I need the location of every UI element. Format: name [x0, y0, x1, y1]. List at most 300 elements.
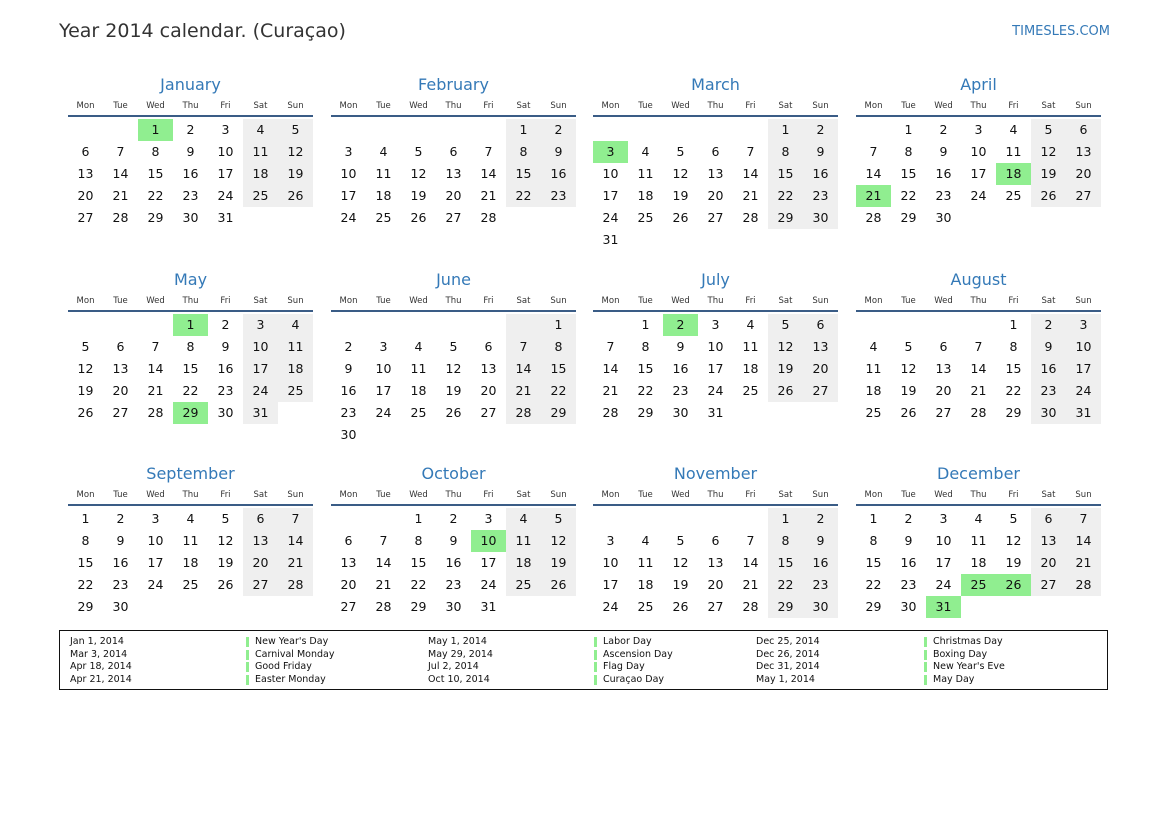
day-cell: 23 — [112, 577, 129, 592]
day-grid — [68, 508, 313, 640]
day-cell: 3 — [379, 339, 388, 354]
weekday-label: Sat — [1041, 101, 1056, 111]
day-cell: 7 — [869, 144, 878, 159]
weekday-label: Sun — [1075, 101, 1092, 111]
day-cell: 11 — [742, 339, 759, 354]
weekday-label: Mon — [601, 101, 620, 111]
day-cell: 19 — [278, 163, 313, 185]
weekday-label: Sat — [1041, 490, 1056, 500]
day-cell: 11 — [410, 361, 427, 376]
day-cell: 24 — [970, 188, 987, 203]
day-cell: 6 — [344, 533, 353, 548]
weekday-header — [331, 100, 576, 112]
day-cell: 9 — [676, 339, 685, 354]
day-cell: 22 — [637, 383, 654, 398]
holiday-item — [756, 649, 1096, 661]
day-cell: 27 — [445, 210, 462, 225]
month-name: May — [173, 270, 208, 289]
day-cell: 16 — [935, 166, 952, 181]
day-cell: 26 — [445, 405, 462, 420]
month-name: November — [673, 464, 758, 483]
month-name: March — [691, 75, 740, 94]
header-rule — [331, 504, 576, 506]
weekday-label: Thu — [445, 490, 462, 500]
weekday-label: Sun — [1075, 490, 1092, 500]
day-cell: 7 — [746, 533, 755, 548]
day-cell: 29 — [768, 207, 803, 229]
day-cell: 19 — [768, 358, 803, 380]
day-cell: 1 — [414, 511, 423, 526]
day-cell: 5 — [768, 314, 803, 336]
holiday-item — [428, 661, 768, 673]
day-cell: 10 — [602, 166, 619, 181]
holiday-marker — [924, 637, 927, 647]
day-cell: 11 — [970, 533, 987, 548]
day-cell: 15 — [865, 555, 882, 570]
day-cell: 25 — [506, 574, 541, 596]
day-cell: 11 — [506, 530, 541, 552]
day-cell: 13 — [112, 361, 129, 376]
day-cell: 28 — [506, 402, 541, 424]
month-name: February — [418, 75, 489, 94]
day-cell: 31 — [243, 402, 278, 424]
day-cell: 3 — [974, 122, 983, 137]
day-cell: 16 — [900, 555, 917, 570]
day-grid — [856, 508, 1101, 640]
weekday-label: Thu — [970, 490, 987, 500]
day-cell: 27 — [112, 405, 129, 420]
weekday-label: Sun — [1075, 296, 1092, 306]
month-name: October — [421, 464, 486, 483]
weekday-header — [68, 489, 313, 501]
day-cell: 10 — [935, 533, 952, 548]
day-cell: 6 — [116, 339, 125, 354]
weekday-label: Fri — [220, 490, 231, 500]
weekday-label: Sun — [287, 296, 304, 306]
day-cell: 1 — [869, 511, 878, 526]
day-cell: 9 — [939, 144, 948, 159]
month-name: April — [960, 75, 997, 94]
day-cell: 8 — [151, 144, 160, 159]
weekday-header — [331, 295, 576, 307]
holiday-date: Apr 21, 2014 — [70, 673, 132, 685]
day-cell: 30 — [1031, 402, 1066, 424]
weekday-label: Wed — [671, 101, 690, 111]
holiday-name: Boxing Day — [933, 648, 988, 660]
day-cell: 21 — [506, 380, 541, 402]
day-cell: 22 — [77, 577, 94, 592]
weekday-label: Sat — [516, 490, 531, 500]
day-cell: 13 — [480, 361, 497, 376]
header-rule — [68, 310, 313, 312]
day-cell: 20 — [707, 188, 724, 203]
weekday-label: Mon — [339, 101, 358, 111]
day-cell: 16 — [803, 552, 838, 574]
holiday-item — [756, 674, 1096, 686]
day-cell: 15 — [637, 361, 654, 376]
day-cell: 18 — [637, 577, 654, 592]
day-cell: 29 — [1005, 405, 1022, 420]
holiday-date: Oct 10, 2014 — [428, 673, 490, 685]
holiday-marker — [924, 675, 927, 685]
day-cell: 29 — [77, 599, 94, 614]
weekday-label: Thu — [707, 490, 724, 500]
weekday-label: Fri — [483, 101, 494, 111]
weekday-label: Sat — [778, 101, 793, 111]
day-cell: 19 — [541, 552, 576, 574]
day-cell: 14 — [742, 555, 759, 570]
holiday-date: Jul 2, 2014 — [428, 661, 479, 672]
day-cell: 23 — [182, 188, 199, 203]
holiday-item — [756, 661, 1096, 673]
day-cell: 3 — [151, 511, 160, 526]
day-cell: 29 — [541, 402, 576, 424]
day-cell: 21 — [602, 383, 619, 398]
site-link[interactable]: TIMESLES.COM — [1012, 24, 1110, 39]
weekday-header — [856, 295, 1101, 307]
day-cell: 8 — [414, 533, 423, 548]
day-cell: 13 — [1031, 530, 1066, 552]
holiday-date: May 29, 2014 — [428, 648, 493, 660]
day-cell: 10 — [707, 339, 724, 354]
holiday-item — [70, 649, 410, 661]
day-cell: 8 — [904, 144, 913, 159]
day-cell: 14 — [112, 166, 129, 181]
day-cell: 22 — [865, 577, 882, 592]
day-cell: 15 — [768, 163, 803, 185]
day-cell: 21 — [147, 383, 164, 398]
day-cell: 12 — [672, 555, 689, 570]
day-cell: 30 — [340, 427, 357, 442]
weekday-label: Tue — [901, 296, 916, 306]
weekday-label: Mon — [864, 101, 883, 111]
day-grid — [331, 508, 576, 640]
holiday-item — [756, 636, 1096, 648]
day-cell: 15 — [147, 166, 164, 181]
holiday-date: Dec 25, 2014 — [756, 636, 820, 647]
weekday-label: Sat — [778, 490, 793, 500]
header-rule — [68, 504, 313, 506]
weekday-label: Mon — [339, 296, 358, 306]
day-cell: 7 — [116, 144, 125, 159]
day-cell: 8 — [81, 533, 90, 548]
day-cell: 10 — [375, 361, 392, 376]
weekday-label: Fri — [745, 101, 756, 111]
day-cell: 5 — [449, 339, 458, 354]
day-cell: 31 — [707, 405, 724, 420]
holiday-day-cell: 1 — [173, 314, 208, 336]
day-cell: 15 — [1005, 361, 1022, 376]
day-cell: 7 — [506, 336, 541, 358]
day-cell: 7 — [278, 508, 313, 530]
day-cell: 31 — [1066, 402, 1101, 424]
weekday-label: Tue — [376, 490, 391, 500]
day-cell: 28 — [375, 599, 392, 614]
weekday-label: Sun — [550, 296, 567, 306]
day-cell: 13 — [707, 555, 724, 570]
holiday-marker — [246, 662, 249, 672]
day-cell: 4 — [869, 339, 878, 354]
day-cell: 25 — [637, 210, 654, 225]
day-cell: 4 — [641, 533, 650, 548]
day-cell: 23 — [445, 577, 462, 592]
day-cell: 24 — [707, 383, 724, 398]
holiday-legend — [59, 630, 1108, 690]
header-rule — [593, 310, 838, 312]
weekday-label: Tue — [376, 101, 391, 111]
day-cell: 26 — [672, 210, 689, 225]
day-cell: 18 — [375, 188, 392, 203]
day-cell: 20 — [445, 188, 462, 203]
day-cell: 5 — [221, 511, 230, 526]
day-cell: 28 — [602, 405, 619, 420]
day-cell: 29 — [865, 599, 882, 614]
weekday-label: Tue — [113, 296, 128, 306]
day-cell: 28 — [865, 210, 882, 225]
day-cell: 6 — [803, 314, 838, 336]
weekday-label: Thu — [445, 101, 462, 111]
header-rule — [68, 115, 313, 117]
day-cell: 10 — [602, 555, 619, 570]
day-cell: 5 — [81, 339, 90, 354]
weekday-label: Mon — [864, 490, 883, 500]
day-cell: 22 — [506, 185, 541, 207]
day-cell: 17 — [480, 555, 497, 570]
day-cell: 1 — [768, 119, 803, 141]
day-cell: 9 — [803, 530, 838, 552]
day-cell: 3 — [243, 314, 278, 336]
day-cell: 18 — [506, 552, 541, 574]
day-grid — [331, 119, 576, 251]
day-cell: 5 — [1009, 511, 1018, 526]
day-cell: 10 — [1066, 336, 1101, 358]
day-cell: 10 — [340, 166, 357, 181]
page-title: Year 2014 calendar. (Curaçao) — [59, 20, 346, 42]
day-cell: 14 — [147, 361, 164, 376]
day-cell: 22 — [900, 188, 917, 203]
holiday-day-cell: 26 — [996, 574, 1031, 596]
day-cell: 9 — [116, 533, 125, 548]
weekday-label: Wed — [934, 101, 953, 111]
day-cell: 28 — [742, 599, 759, 614]
day-cell: 25 — [375, 210, 392, 225]
holiday-day-cell: 29 — [173, 402, 208, 424]
day-cell: 26 — [410, 210, 427, 225]
day-cell: 26 — [217, 577, 234, 592]
day-cell: 19 — [77, 383, 94, 398]
day-cell: 15 — [77, 555, 94, 570]
weekday-label: Mon — [601, 296, 620, 306]
weekday-label: Tue — [113, 101, 128, 111]
weekday-header — [68, 295, 313, 307]
day-cell: 27 — [1066, 185, 1101, 207]
day-cell: 20 — [112, 383, 129, 398]
holiday-marker — [594, 650, 597, 660]
day-cell: 27 — [340, 599, 357, 614]
header-rule — [593, 504, 838, 506]
header-rule — [331, 115, 576, 117]
day-cell: 1 — [506, 119, 541, 141]
day-cell: 1 — [1009, 317, 1018, 332]
day-cell: 24 — [243, 380, 278, 402]
day-cell: 14 — [970, 361, 987, 376]
day-cell: 4 — [186, 511, 195, 526]
weekday-label: Wed — [146, 101, 165, 111]
day-cell: 30 — [900, 599, 917, 614]
day-cell: 5 — [541, 508, 576, 530]
weekday-label: Sat — [1041, 296, 1056, 306]
holiday-name: Ascension Day — [603, 648, 673, 660]
day-cell: 15 — [768, 552, 803, 574]
day-cell: 13 — [935, 361, 952, 376]
day-cell: 31 — [602, 232, 619, 247]
day-grid — [856, 119, 1101, 251]
day-cell: 12 — [217, 533, 234, 548]
header-rule — [593, 115, 838, 117]
weekday-label: Sun — [550, 490, 567, 500]
day-cell: 30 — [803, 596, 838, 618]
holiday-name: Christmas Day — [933, 636, 1003, 647]
day-cell: 6 — [711, 144, 720, 159]
day-cell: 19 — [217, 555, 234, 570]
weekday-label: Mon — [601, 490, 620, 500]
day-grid — [331, 314, 576, 446]
day-cell: 27 — [1031, 574, 1066, 596]
weekday-label: Sun — [287, 101, 304, 111]
weekday-label: Fri — [220, 101, 231, 111]
day-cell: 22 — [182, 383, 199, 398]
day-cell: 7 — [151, 339, 160, 354]
day-cell: 12 — [672, 166, 689, 181]
day-cell: 26 — [672, 599, 689, 614]
day-cell: 9 — [344, 361, 353, 376]
day-cell: 29 — [410, 599, 427, 614]
day-cell: 28 — [970, 405, 987, 420]
day-cell: 18 — [182, 555, 199, 570]
day-cell: 25 — [865, 405, 882, 420]
day-cell: 30 — [217, 405, 234, 420]
day-cell: 9 — [904, 533, 913, 548]
holiday-name: New Year's Day — [255, 636, 329, 647]
day-cell: 17 — [602, 577, 619, 592]
day-cell: 21 — [278, 552, 313, 574]
day-cell: 23 — [900, 577, 917, 592]
day-cell: 19 — [672, 188, 689, 203]
day-cell: 3 — [221, 122, 230, 137]
day-grid — [593, 508, 838, 640]
day-cell: 11 — [637, 555, 654, 570]
day-cell: 16 — [340, 383, 357, 398]
weekday-label: Fri — [745, 490, 756, 500]
day-cell: 13 — [803, 336, 838, 358]
weekday-label: Tue — [113, 490, 128, 500]
day-cell: 18 — [970, 555, 987, 570]
weekday-label: Mon — [864, 296, 883, 306]
day-cell: 4 — [243, 119, 278, 141]
holiday-name: Curaçao Day — [603, 673, 665, 685]
day-cell: 10 — [243, 336, 278, 358]
day-cell: 15 — [410, 555, 427, 570]
day-cell: 25 — [278, 380, 313, 402]
day-cell: 16 — [1031, 358, 1066, 380]
day-cell: 13 — [1066, 141, 1101, 163]
day-cell: 3 — [711, 317, 720, 332]
day-grid — [593, 314, 838, 446]
day-cell: 14 — [742, 166, 759, 181]
weekday-label: Mon — [76, 101, 95, 111]
day-cell: 2 — [541, 119, 576, 141]
day-cell: 11 — [182, 533, 199, 548]
day-cell: 10 — [147, 533, 164, 548]
weekday-label: Thu — [445, 296, 462, 306]
day-cell: 9 — [1031, 336, 1066, 358]
day-cell: 2 — [221, 317, 230, 332]
weekday-label: Tue — [376, 296, 391, 306]
weekday-header — [856, 489, 1101, 501]
weekday-label: Thu — [707, 296, 724, 306]
day-cell: 13 — [707, 166, 724, 181]
holiday-item — [70, 661, 410, 673]
day-cell: 17 — [217, 166, 234, 181]
day-cell: 23 — [672, 383, 689, 398]
weekday-label: Sun — [550, 101, 567, 111]
weekday-label: Sat — [516, 296, 531, 306]
weekday-label: Thu — [970, 296, 987, 306]
day-cell: 14 — [506, 358, 541, 380]
day-cell: 6 — [484, 339, 493, 354]
holiday-date: May 1, 2014 — [428, 636, 487, 647]
day-cell: 6 — [711, 533, 720, 548]
day-cell: 30 — [182, 210, 199, 225]
day-cell: 2 — [1031, 314, 1066, 336]
day-cell: 27 — [707, 599, 724, 614]
day-cell: 29 — [147, 210, 164, 225]
weekday-label: Fri — [483, 296, 494, 306]
day-cell: 23 — [803, 574, 838, 596]
day-cell: 25 — [410, 405, 427, 420]
day-cell: 26 — [1031, 185, 1066, 207]
day-cell: 25 — [243, 185, 278, 207]
day-cell: 9 — [221, 339, 230, 354]
weekday-label: Fri — [1008, 296, 1019, 306]
weekday-label: Sat — [253, 296, 268, 306]
day-cell: 28 — [1066, 574, 1101, 596]
weekday-label: Tue — [638, 490, 653, 500]
day-cell: 5 — [676, 144, 685, 159]
day-cell: 24 — [602, 210, 619, 225]
day-cell: 28 — [147, 405, 164, 420]
holiday-marker — [924, 662, 927, 672]
day-cell: 24 — [147, 577, 164, 592]
day-cell: 14 — [375, 555, 392, 570]
day-grid — [68, 314, 313, 446]
day-cell: 7 — [379, 533, 388, 548]
holiday-marker — [594, 662, 597, 672]
holiday-marker — [246, 650, 249, 660]
month-name: July — [701, 270, 730, 289]
day-cell: 4 — [641, 144, 650, 159]
holiday-day-cell: 2 — [663, 314, 698, 336]
day-cell: 20 — [1066, 163, 1101, 185]
holiday-item — [70, 674, 410, 686]
day-cell: 12 — [278, 141, 313, 163]
day-cell: 7 — [484, 144, 493, 159]
day-cell: 30 — [445, 599, 462, 614]
holiday-day-cell: 21 — [856, 185, 891, 207]
day-cell: 23 — [1031, 380, 1066, 402]
day-cell: 28 — [480, 210, 497, 225]
day-cell: 7 — [746, 144, 755, 159]
